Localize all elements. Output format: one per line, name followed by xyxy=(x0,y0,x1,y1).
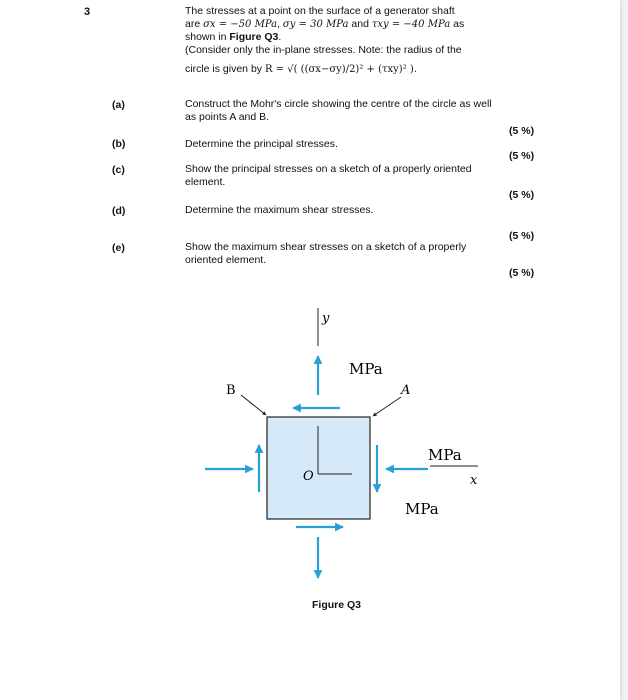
intro-text: as xyxy=(450,18,465,30)
origin-label: O xyxy=(303,469,314,484)
part-d-label: (d) xyxy=(112,205,126,217)
part-b-text: Determine the principal stresses. xyxy=(185,138,338,150)
question-number: 3 xyxy=(84,6,91,18)
part-a-text: Construct the Mohr's circle showing the centre of the circle as well as points A and B. xyxy=(185,98,492,123)
part-a-marks: (5 %) xyxy=(509,125,535,137)
part-e-marks: (5 %) xyxy=(509,267,535,279)
sigma-x-value: σx = −50 MPa xyxy=(203,19,278,30)
y-axis-label: y xyxy=(322,311,330,326)
intro-text: shown in xyxy=(185,31,230,43)
tau-xy-value: τxy = −40 MPa xyxy=(371,19,451,30)
right-stress-unit: MPa xyxy=(428,446,462,464)
figure-reference: Figure Q3 xyxy=(229,31,279,43)
part-d-marks: (5 %) xyxy=(509,230,535,242)
part-c-marks: (5 %) xyxy=(509,189,535,201)
part-b-marks: (5 %) xyxy=(509,150,535,162)
figure-caption: Figure Q3 xyxy=(312,599,362,611)
part-e-text: Show the maximum shear stresses on a sketch of a properly oriented element. xyxy=(185,241,467,266)
point-b-leader xyxy=(241,395,266,415)
intro-text: are xyxy=(185,18,204,30)
intro-text: and xyxy=(348,18,372,30)
top-stress-unit: MPa xyxy=(349,360,383,378)
shear-stress-unit: MPa xyxy=(405,500,439,518)
x-axis-label: x xyxy=(470,473,478,488)
point-b-label: B xyxy=(226,383,236,398)
intro-text: . xyxy=(278,31,282,43)
intro-line-4: (Consider only the in-plane stresses. Note: the radius of the xyxy=(185,44,462,56)
sigma-y-value: σy = 30 MPa xyxy=(282,19,349,30)
part-c-text: Show the principal stresses on a sketch of a properly oriented element. xyxy=(185,163,472,188)
part-a-label: (a) xyxy=(112,99,125,111)
part-e-label: (e) xyxy=(112,242,125,254)
part-c-label: (c) xyxy=(112,164,125,176)
part-b-label: (b) xyxy=(112,138,126,150)
intro-text: circle is given by xyxy=(185,63,265,75)
intro-text: , xyxy=(277,18,283,30)
part-d-text: Determine the maximum shear stresses. xyxy=(185,204,374,216)
radius-formula: R = √( ((σx−σy)/2)² + (τxy)² ). xyxy=(264,64,417,75)
point-a-label: A xyxy=(401,383,411,398)
intro-line-1: The stresses at a point on the surface of a generator shaft xyxy=(185,5,455,17)
point-a-leader xyxy=(373,397,401,416)
